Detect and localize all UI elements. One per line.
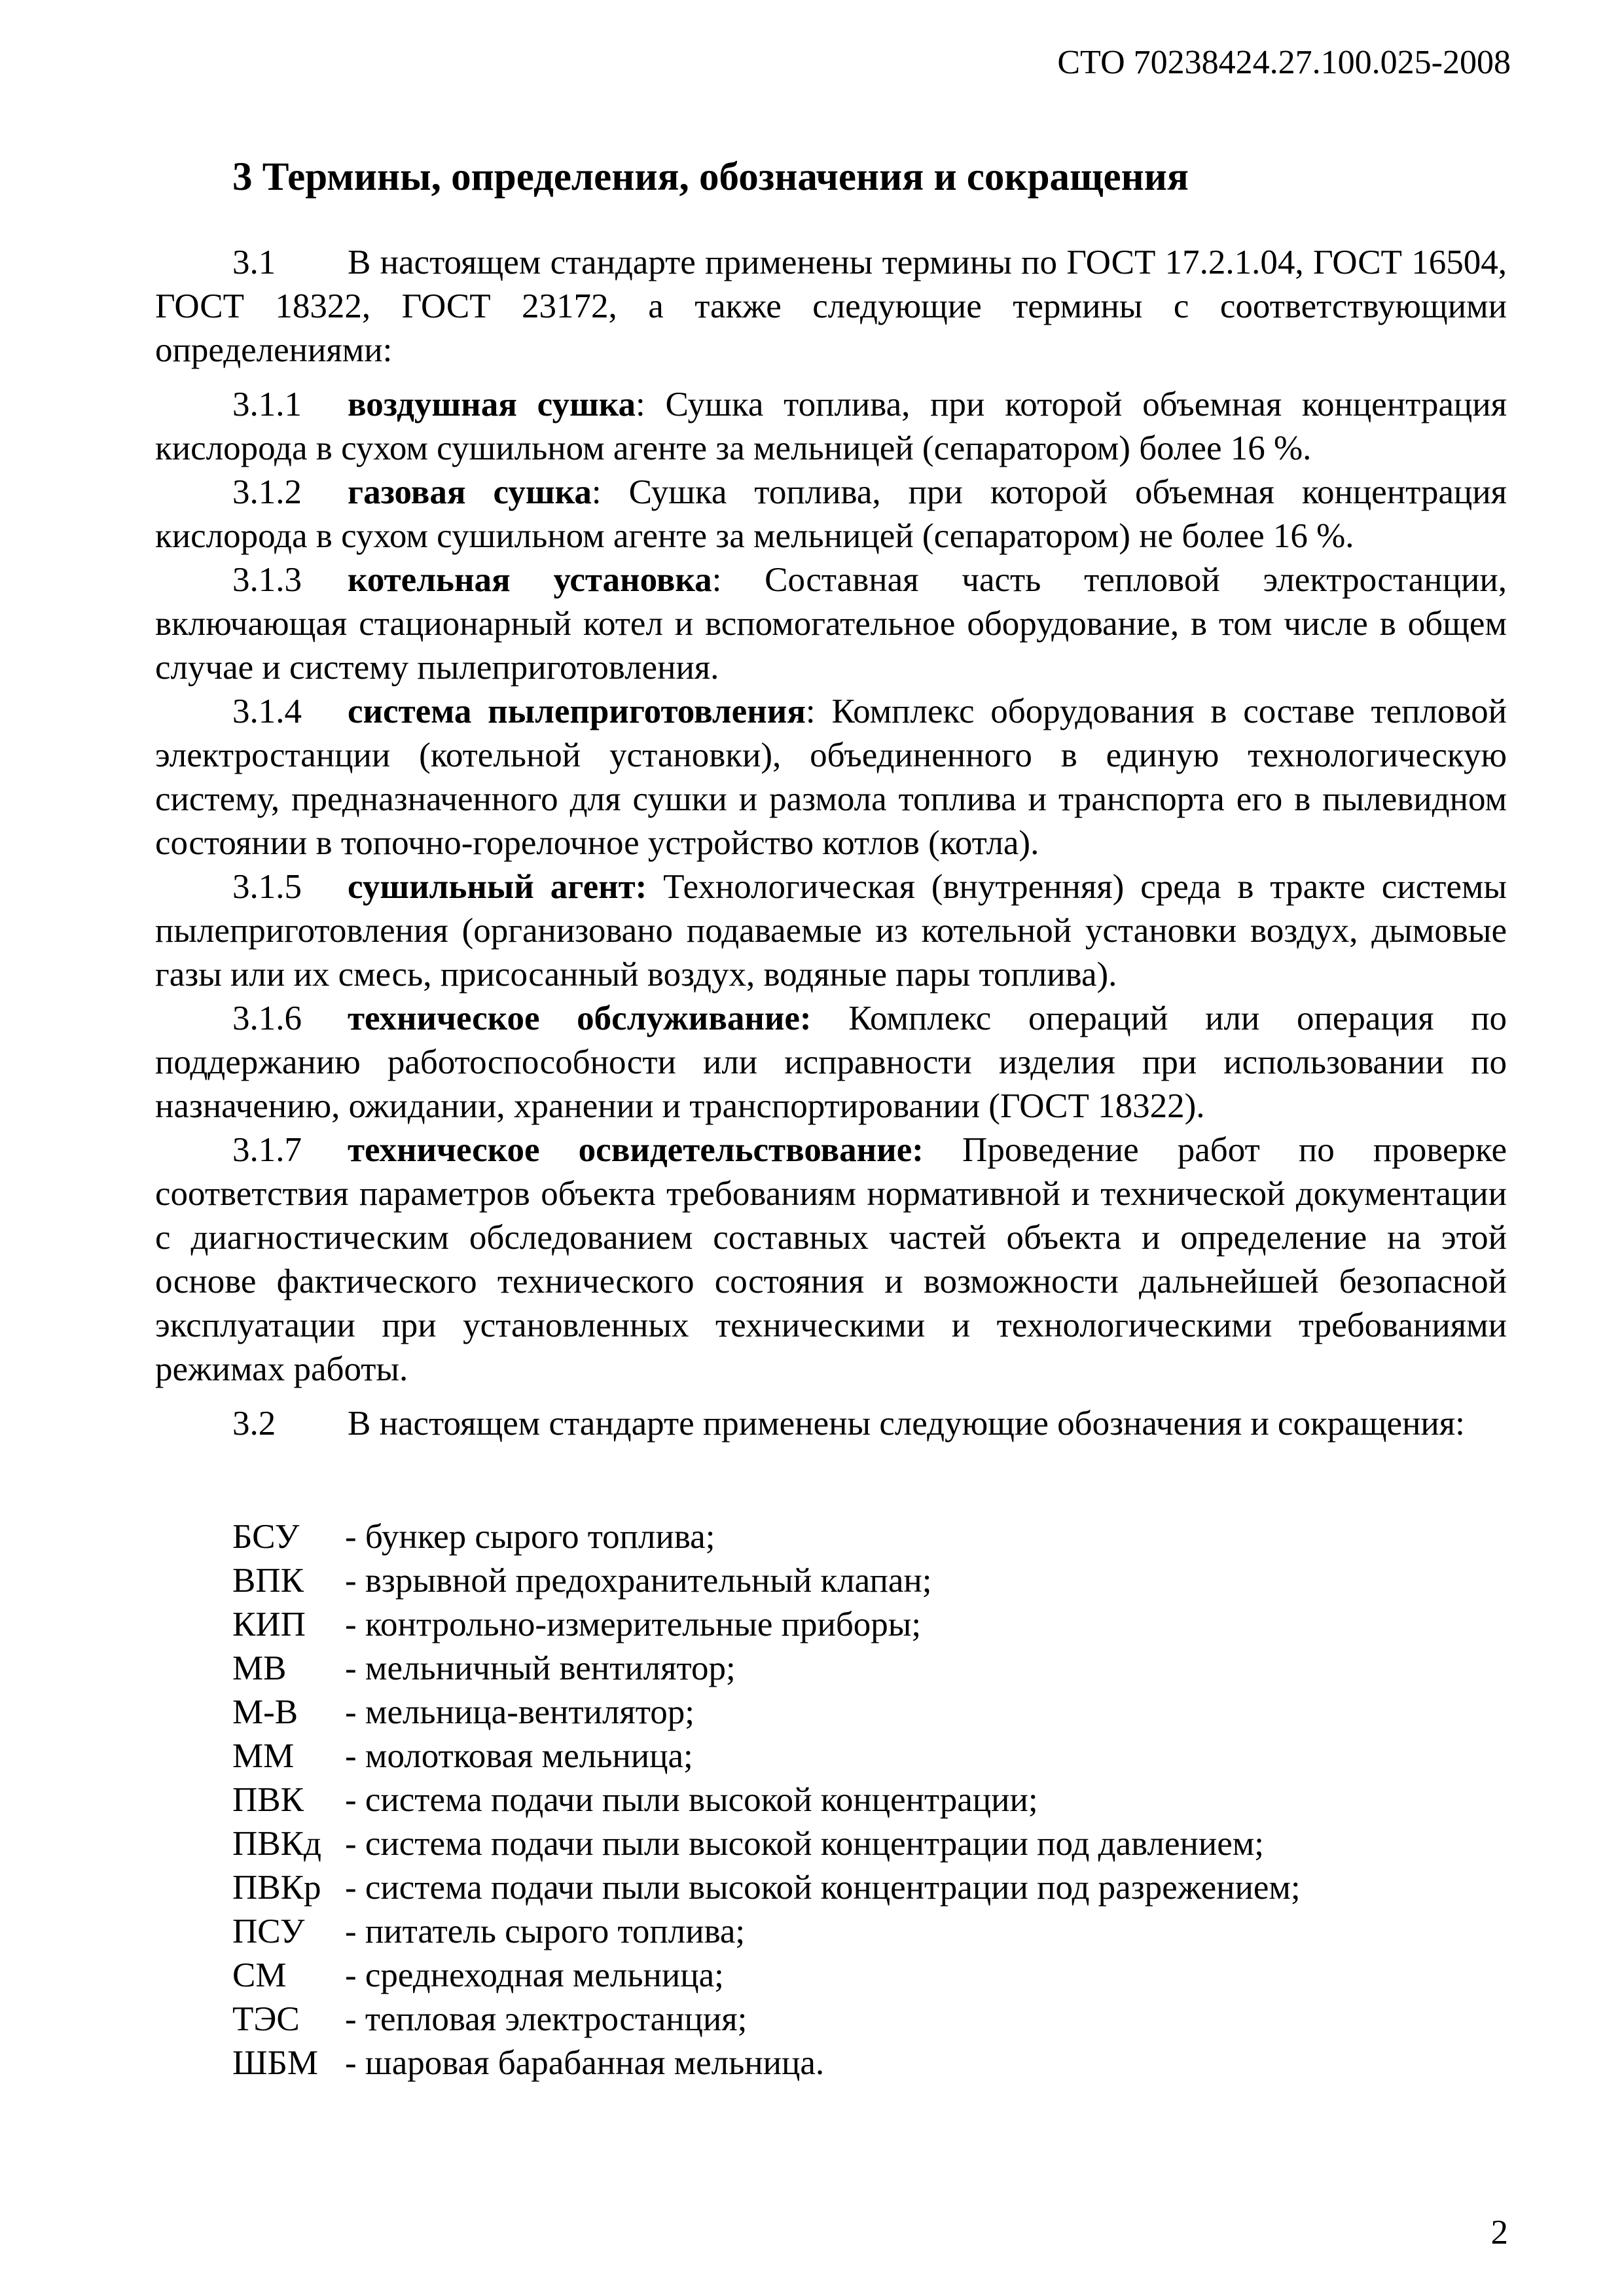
document-body <box>155 241 1507 1446</box>
abbreviation-code: ТЭС <box>232 2000 300 2038</box>
abbreviation-meaning: - тепловая электростанция; <box>345 2000 748 2038</box>
abbreviation-code: ПВКр <box>232 1869 321 1907</box>
abbreviation-meaning: - система подачи пыли высокой концентрации под разрежением; <box>345 1869 1301 1907</box>
term-definition <box>155 997 1507 1128</box>
term-name: котельная установка <box>348 561 712 599</box>
term-name: техническое обслуживание: <box>348 999 812 1037</box>
clause-number: 3.1.4 <box>232 692 302 730</box>
term-name: техническое освидетельствование: <box>348 1131 924 1169</box>
abbreviation-meaning: - мельница-вентилятор; <box>345 1693 695 1731</box>
term-definition <box>155 865 1507 997</box>
abbreviation-meaning: - взрывной предохранительный клапан; <box>345 1562 932 1600</box>
term-separator: : <box>635 386 645 423</box>
term-text: Комплекс оборудования в составе тепловой электростанции (котельной установки), объединенного в единую технологическую систему, предназначенного для сушки и размола топлива и транспорта его в пылевидном состоянии в топочно-горелочное устройство котлов (котла). <box>155 692 1507 862</box>
term-definition <box>155 471 1507 558</box>
term-text: Технологическая (внутренняя) среда в тракте системы пылеприготовления (организовано подаваемые из котельной установки воздух, дымовые газы или их смесь, присосанный воздух, водяные пары топлива). <box>155 868 1507 994</box>
abbreviation-code: ММ <box>232 1737 295 1775</box>
abbreviation-meaning: - контрольно-измерительные приборы; <box>345 1605 922 1643</box>
clause-number: 3.1.2 <box>232 473 302 511</box>
term-text: Комплекс операций или операция по поддержанию работоспособности или исправности изделия при использовании по назначению, ожидании, хранении и транспортировании (ГОСТ 18322). <box>155 999 1507 1125</box>
abbreviation-row <box>232 1822 1301 1866</box>
abbreviation-row <box>232 1734 1301 1778</box>
term-definition <box>155 1128 1507 1391</box>
term-name: газовая сушка <box>348 473 592 511</box>
abbreviation-code: ПСУ <box>232 1912 305 1950</box>
clause-number: 3.1 <box>232 243 276 281</box>
abbreviation-row <box>232 1998 1301 2041</box>
abbreviation-row <box>232 1954 1301 1998</box>
abbreviation-row <box>232 1866 1301 1910</box>
abbreviation-meaning: - система подачи пыли высокой концентрации под давлением; <box>345 1825 1264 1863</box>
intro-text: В настоящем стандарте применены термины по ГОСТ 17.2.1.04, ГОСТ 16504, ГОСТ 18322, ГОСТ 23172, а также следующие термины с соответствующими определениями: <box>155 243 1507 369</box>
term-definition <box>155 383 1507 471</box>
clause-number: 3.1.7 <box>232 1131 302 1169</box>
abbreviation-meaning: - молотковая мельница; <box>345 1737 693 1775</box>
abbreviations-intro <box>155 1402 1507 1446</box>
abbreviation-meaning: - мельничный вентилятор; <box>345 1649 736 1687</box>
abbreviation-code: ПВКд <box>232 1825 321 1863</box>
abbreviation-meaning: - питатель сырого топлива; <box>345 1912 746 1950</box>
term-text: Проведение работ по проверке соответствия параметров объекта требованиям нормативной и технической документации с диагностическим обследованием составных частей объекта и определение на этой основе фактического технического состояния и возможности дальнейшей безопасной эксплуатации при установленных техническими и технологическими требованиями режимах работы. <box>155 1131 1507 1388</box>
term-text: Сушка топлива, при которой объемная концентрация кислорода в сухом сушильном агенте за мельницей (сепаратором) не более 16 %. <box>155 473 1507 555</box>
term-separator: : <box>805 692 816 730</box>
clause-number: 3.1.5 <box>232 868 302 906</box>
abbreviation-code: М-В <box>232 1693 298 1731</box>
term-separator: : <box>591 473 602 511</box>
abbreviation-row <box>232 1778 1301 1822</box>
term-text: Составная часть тепловой электростанции, включающая стационарный котел и вспомогательное оборудование, в том числе в общем случае и систему пылеприготовления. <box>155 561 1507 687</box>
abbreviations-intro-text: В настоящем стандарте применены следующие обозначения и сокращения: <box>348 1405 1465 1443</box>
abbreviation-code: ВПК <box>232 1562 304 1600</box>
abbreviation-row <box>232 1603 1301 1647</box>
term-separator: : <box>712 561 722 599</box>
term-text: Сушка топлива, при которой объемная концентрация кислорода в сухом сушильном агенте за мельницей (сепаратором) более 16 %. <box>155 386 1507 467</box>
clause-number: 3.2 <box>232 1405 276 1443</box>
term-name: система пылеприготовления <box>348 692 806 730</box>
abbreviation-code: МВ <box>232 1649 287 1687</box>
page-number: 2 <box>1490 2214 1508 2251</box>
abbreviation-row <box>232 2041 1301 2085</box>
abbreviation-code: КИП <box>232 1605 306 1643</box>
abbreviation-list <box>232 1515 1301 2085</box>
clause-number: 3.1.6 <box>232 999 302 1037</box>
term-name: сушильный агент: <box>348 868 647 906</box>
abbreviation-meaning: - среднеходная мельница; <box>345 1956 724 1994</box>
abbreviation-code: СМ <box>232 1956 287 1994</box>
abbreviation-row <box>232 1559 1301 1603</box>
clause-number: 3.1.3 <box>232 561 302 599</box>
intro-paragraph <box>155 241 1507 372</box>
term-definition <box>155 558 1507 690</box>
abbreviation-row <box>232 1647 1301 1691</box>
abbreviation-row <box>232 1515 1301 1559</box>
abbreviation-meaning: - шаровая барабанная мельница. <box>345 2044 825 2082</box>
abbreviation-code: ПВК <box>232 1781 304 1819</box>
abbreviation-code: БСУ <box>232 1518 300 1556</box>
term-name: воздушная сушка <box>348 386 636 423</box>
section-title: 3 Термины, определения, обозначения и сокращения <box>232 155 1189 199</box>
clause-number: 3.1.1 <box>232 386 302 423</box>
abbreviation-row <box>232 1910 1301 1954</box>
abbreviation-row <box>232 1691 1301 1734</box>
abbreviation-code: ШБМ <box>232 2044 319 2082</box>
abbreviation-meaning: - система подачи пыли высокой концентрации; <box>345 1781 1038 1819</box>
document-code-header: СТО 70238424.27.100.025-2008 <box>1057 44 1511 81</box>
term-definition <box>155 690 1507 865</box>
abbreviation-meaning: - бункер сырого топлива; <box>345 1518 715 1556</box>
